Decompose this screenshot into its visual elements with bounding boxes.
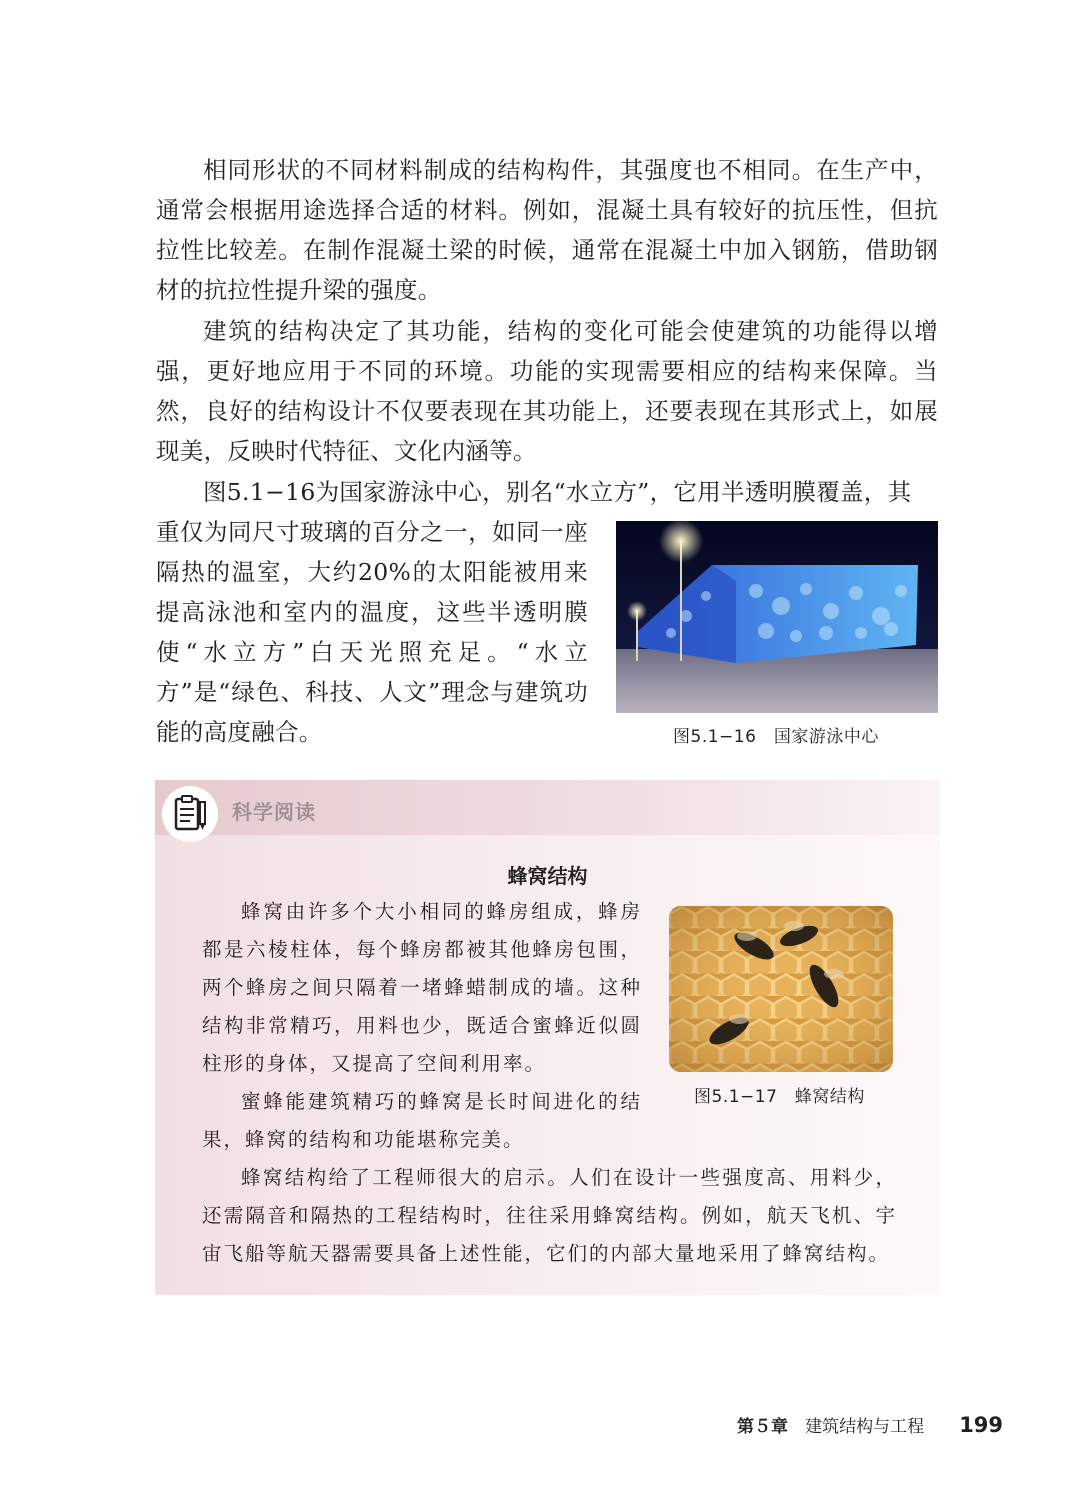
water-cube-photo	[616, 521, 938, 713]
chapter-title: 建筑结构与工程	[805, 1417, 925, 1437]
honeycomb-photo	[669, 906, 893, 1072]
paragraph-material-strength: 相同形状的不同材料制成的结构构件，其强度也不相同。在生产中，通常会根据用途选择合适的材料。例如，混凝土具有较好的抗压性，但抗拉性比较差。在制作混凝土梁的时候，通常在混凝土中加入钢筋，借助钢材的抗拉性提升梁的强度。	[156, 156, 938, 304]
water-cube-illustration	[616, 521, 938, 713]
figure-caption-water-cube: 图5.1−16 国家游泳中心	[673, 727, 879, 747]
page-number: 199	[959, 1413, 1004, 1437]
paragraph-structure-function: 建筑的结构决定了其功能，结构的变化可能会使建筑的功能得以增强，更好地应用于不同的环境。功能的实现需要相应的结构来保障。当然，良好的结构设计不仅要表现在其功能上，还要表现在其形式上，如展现美，反映时代特征、文化内涵等。	[156, 317, 938, 465]
notepad-icon	[162, 786, 218, 842]
honeycomb-illustration	[669, 906, 893, 1072]
paragraph-water-cube-intro: 图5.1−16为国家游泳中心，别名“水立方”，它用半透明膜覆盖，其	[203, 478, 912, 506]
reading-title: 蜂窝结构	[507, 864, 588, 888]
reading-paragraph-1: 蜂窝由许多个大小相同的蜂房组成，蜂房都是六棱柱体，每个蜂房都被其他蜂房包围，两个蜂房之间只隔着一堵蜂蜡制成的墙。这种结构非常精巧，用料也少，既适合蜜蜂近似圆柱形的身体，又提高了空间利用率。	[202, 900, 642, 1075]
science-reading-label: 科学阅读	[232, 800, 316, 824]
figure-caption-honeycomb: 图5.1−17 蜂窝结构	[694, 1087, 865, 1107]
reading-paragraph-2: 蜜蜂能建筑精巧的蜂窝是长时间进化的结果，蜂窝的结构和功能堪称完美。	[202, 1090, 642, 1151]
chapter-number: 第５章	[737, 1417, 788, 1437]
page-footer	[737, 1412, 1003, 1437]
paragraph-water-cube-body: 重仅为同尺寸玻璃的百分之一，如同一座隔热的温室，大约20%的太阳能被用来提高泳池和室内的温度，这些半透明膜使“水立方”白天光照充足。“水立方”是“绿色、科技、人文”理念与建筑功能的高度融合。	[156, 518, 588, 746]
reading-paragraph-3: 蜂窝结构给了工程师很大的启示。人们在设计一些强度高、用料少，还需隔音和隔热的工程结构时，往往采用蜂窝结构。例如，航天飞机、宇宙飞船等航天器需要具备上述性能，它们的内部大量地采用了蜂窝结构。	[202, 1166, 897, 1265]
